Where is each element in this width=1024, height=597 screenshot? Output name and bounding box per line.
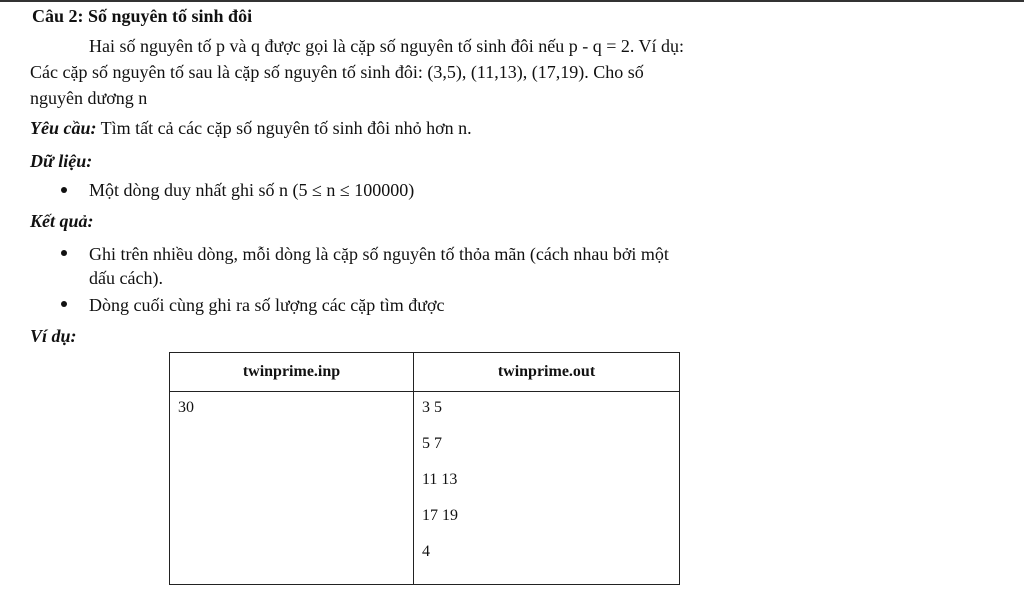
bullet-icon	[61, 301, 67, 307]
requirement-text: Tìm tất cả các cặp số nguyên tố sinh đôi nhỏ hơn n.	[96, 118, 472, 138]
intro-line-2: Các cặp số nguyên tố sau là cặp số nguyên tố sinh đôi: (3,5), (11,13), (17,19). Cho số	[30, 62, 644, 82]
intro-line-1: Hai số nguyên tố p và q được gọi là cặp số nguyên tố sinh đôi nếu p - q = 2. Ví dụ:	[89, 36, 685, 56]
input-heading: Dữ liệu:	[30, 151, 93, 171]
output-cell	[414, 392, 680, 585]
input-item: Một dòng duy nhất ghi số n (5 ≤ n ≤ 100000)	[89, 180, 415, 200]
requirement-paragraph	[30, 117, 472, 140]
header-output-file: twinprime.out	[414, 353, 680, 392]
table-row	[170, 392, 680, 585]
example-table	[169, 352, 680, 585]
output-line: 17 19	[422, 507, 458, 524]
intro-line-3: nguyên dương n	[30, 88, 148, 108]
requirement-label: Yêu cầu:	[30, 118, 97, 138]
problem-title: Câu 2: Số nguyên tố sinh đôi	[32, 6, 253, 26]
bullet-icon	[61, 250, 67, 256]
output-item-2: Dòng cuối cùng ghi ra số lượng các cặp tìm được	[89, 295, 445, 315]
bullet-icon	[61, 187, 67, 193]
header-input-file: twinprime.inp	[170, 353, 414, 392]
input-cell	[170, 392, 414, 585]
output-heading: Kết quả:	[30, 211, 94, 231]
output-item-1-line-2: dấu cách).	[89, 268, 163, 288]
output-line: 4	[422, 543, 430, 560]
output-line: 5 7	[422, 435, 442, 452]
output-item-1-line-1: Ghi trên nhiều dòng, mỗi dòng là cặp số nguyên tố thỏa mãn (cách nhau bởi một	[89, 244, 669, 264]
top-border-line	[0, 0, 1024, 2]
example-heading: Ví dụ:	[30, 326, 77, 346]
output-line: 3 5	[422, 399, 442, 416]
table-header-row	[170, 353, 680, 392]
output-line: 11 13	[422, 471, 458, 488]
input-value: 30	[178, 399, 194, 416]
